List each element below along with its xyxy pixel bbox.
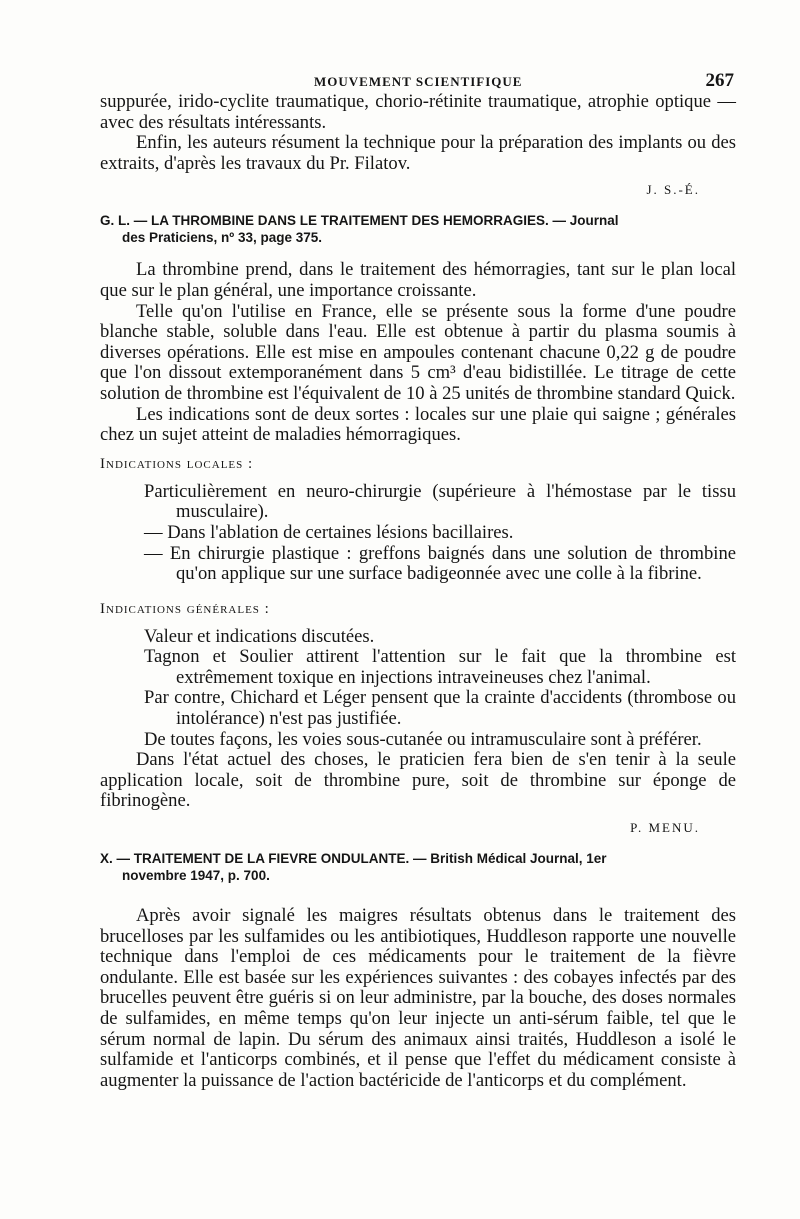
paragraph: Telle qu'on l'utilise en France, elle se présente sous la forme d'une poudre blanche stable, soluble dans l'eau. Elle est obtenue à partir du plasma soumis à diverses opérations. Elle est mise en ampoules contenant chacune 0,22 g de poudre que l'on dissout extemporanément dans 5 cm³ d'eau bidistillée. Le titrage de cette solution de thrombine est l'équivalent de 10 à 25 unités de thrombine standard Quick. bbox=[100, 300, 736, 404]
paragraph: Les indications sont de deux sortes : locales sur une plaie qui saigne ; générales chez un sujet atteint de maladies hémorragiques. bbox=[100, 403, 736, 446]
list-item: Particulièrement en neuro-chirurgie (supérieure à l'hémostase par le tissu musculaire). bbox=[144, 480, 736, 523]
article-fievre-ondulante bbox=[100, 850, 736, 1091]
article-reference: G. L. — LA THROMBINE DANS LE TRAITEMENT DES HEMORRAGIES. — Journal bbox=[100, 213, 619, 229]
paragraph: Dans l'état actuel des choses, le praticien fera bien de s'en tenir à la seule application locale, soit de thrombine pure, soit de thrombine sur éponge de fibrinogène. bbox=[100, 749, 736, 812]
list-item: Valeur et indications discutées. bbox=[144, 625, 375, 647]
article-reference: X. — TRAITEMENT DE LA FIEVRE ONDULANTE. — British Médical Journal, 1er bbox=[100, 851, 607, 867]
continuation-paragraph: suppurée, irido-cyclite traumatique, chorio-rétinite traumatique, atrophie optique — avec des résultats intéressants. bbox=[100, 91, 736, 133]
paragraph: Après avoir signalé les maigres résultats obtenus dans le traitement des brucelloses par les sulfamides ou les antibiotiques, Huddleson rapporte une nouvelle technique dans l'emploi de ces médicaments pour le traitement de la fièvre ondulante. Elle est basée sur les expériences suivantes : des cobayes infectés par des brucelles peuvent être guéris si on leur administre, par la bouche, des doses normales de sulfamides, en même temps qu'on leur injecte un anti-sérum faible, tel que le sérum normal de lapin. Du sérum des animaux ainsi traités, Huddleson a isolé le sulfamide et l'anticorps combinés, et il pense que l'effet du médicament consiste à augmenter la puissance de l'action bactéricide de l'anticorps et du complément. bbox=[100, 905, 736, 1091]
document-page bbox=[100, 62, 736, 1091]
section-heading-general: Indications générales : bbox=[100, 600, 270, 617]
list-item: — Dans l'ablation de certaines lésions bacillaires. bbox=[144, 521, 514, 543]
article-reference-continued: des Praticiens, nº 33, page 375. bbox=[122, 230, 323, 246]
list-item: — En chirurgie plastique : greffons baignés dans une solution de thrombine qu'on applique sur une surface badigeonnée avec une colle à la fibrine. bbox=[144, 542, 736, 585]
list-item: De toutes façons, les voies sous-cutanée ou intramusculaire sont à préférer. bbox=[144, 728, 702, 750]
author-signature: P. MENU. bbox=[630, 820, 700, 836]
list-item: Tagnon et Soulier attirent l'attention sur le fait que la thrombine est extrêmement toxique en injections intraveineuses chez l'animal. bbox=[144, 646, 736, 688]
article-reference-continued: novembre 1947, p. 700. bbox=[122, 868, 270, 884]
running-title: MOUVEMENT SCIENTIFIQUE bbox=[314, 74, 523, 89]
paragraph: Enfin, les auteurs résument la technique pour la préparation des implants ou des extraits, d'après les travaux du Pr. Filatov. bbox=[100, 132, 736, 174]
running-head bbox=[100, 62, 736, 92]
page-number: 267 bbox=[705, 70, 734, 91]
list-item: Par contre, Chichard et Léger pensent que la crainte d'accidents (thrombose ou intolérance) n'est pas justifiée. bbox=[144, 687, 736, 730]
section-heading-local: Indications locales : bbox=[100, 455, 254, 472]
previous-article-end bbox=[100, 92, 736, 198]
author-signature: J. S.-É. bbox=[646, 182, 700, 198]
paragraph: La thrombine prend, dans le traitement des hémorragies, tant sur le plan local que sur le plan général, une importance croissante. bbox=[100, 259, 736, 301]
article-thrombine bbox=[100, 212, 736, 836]
